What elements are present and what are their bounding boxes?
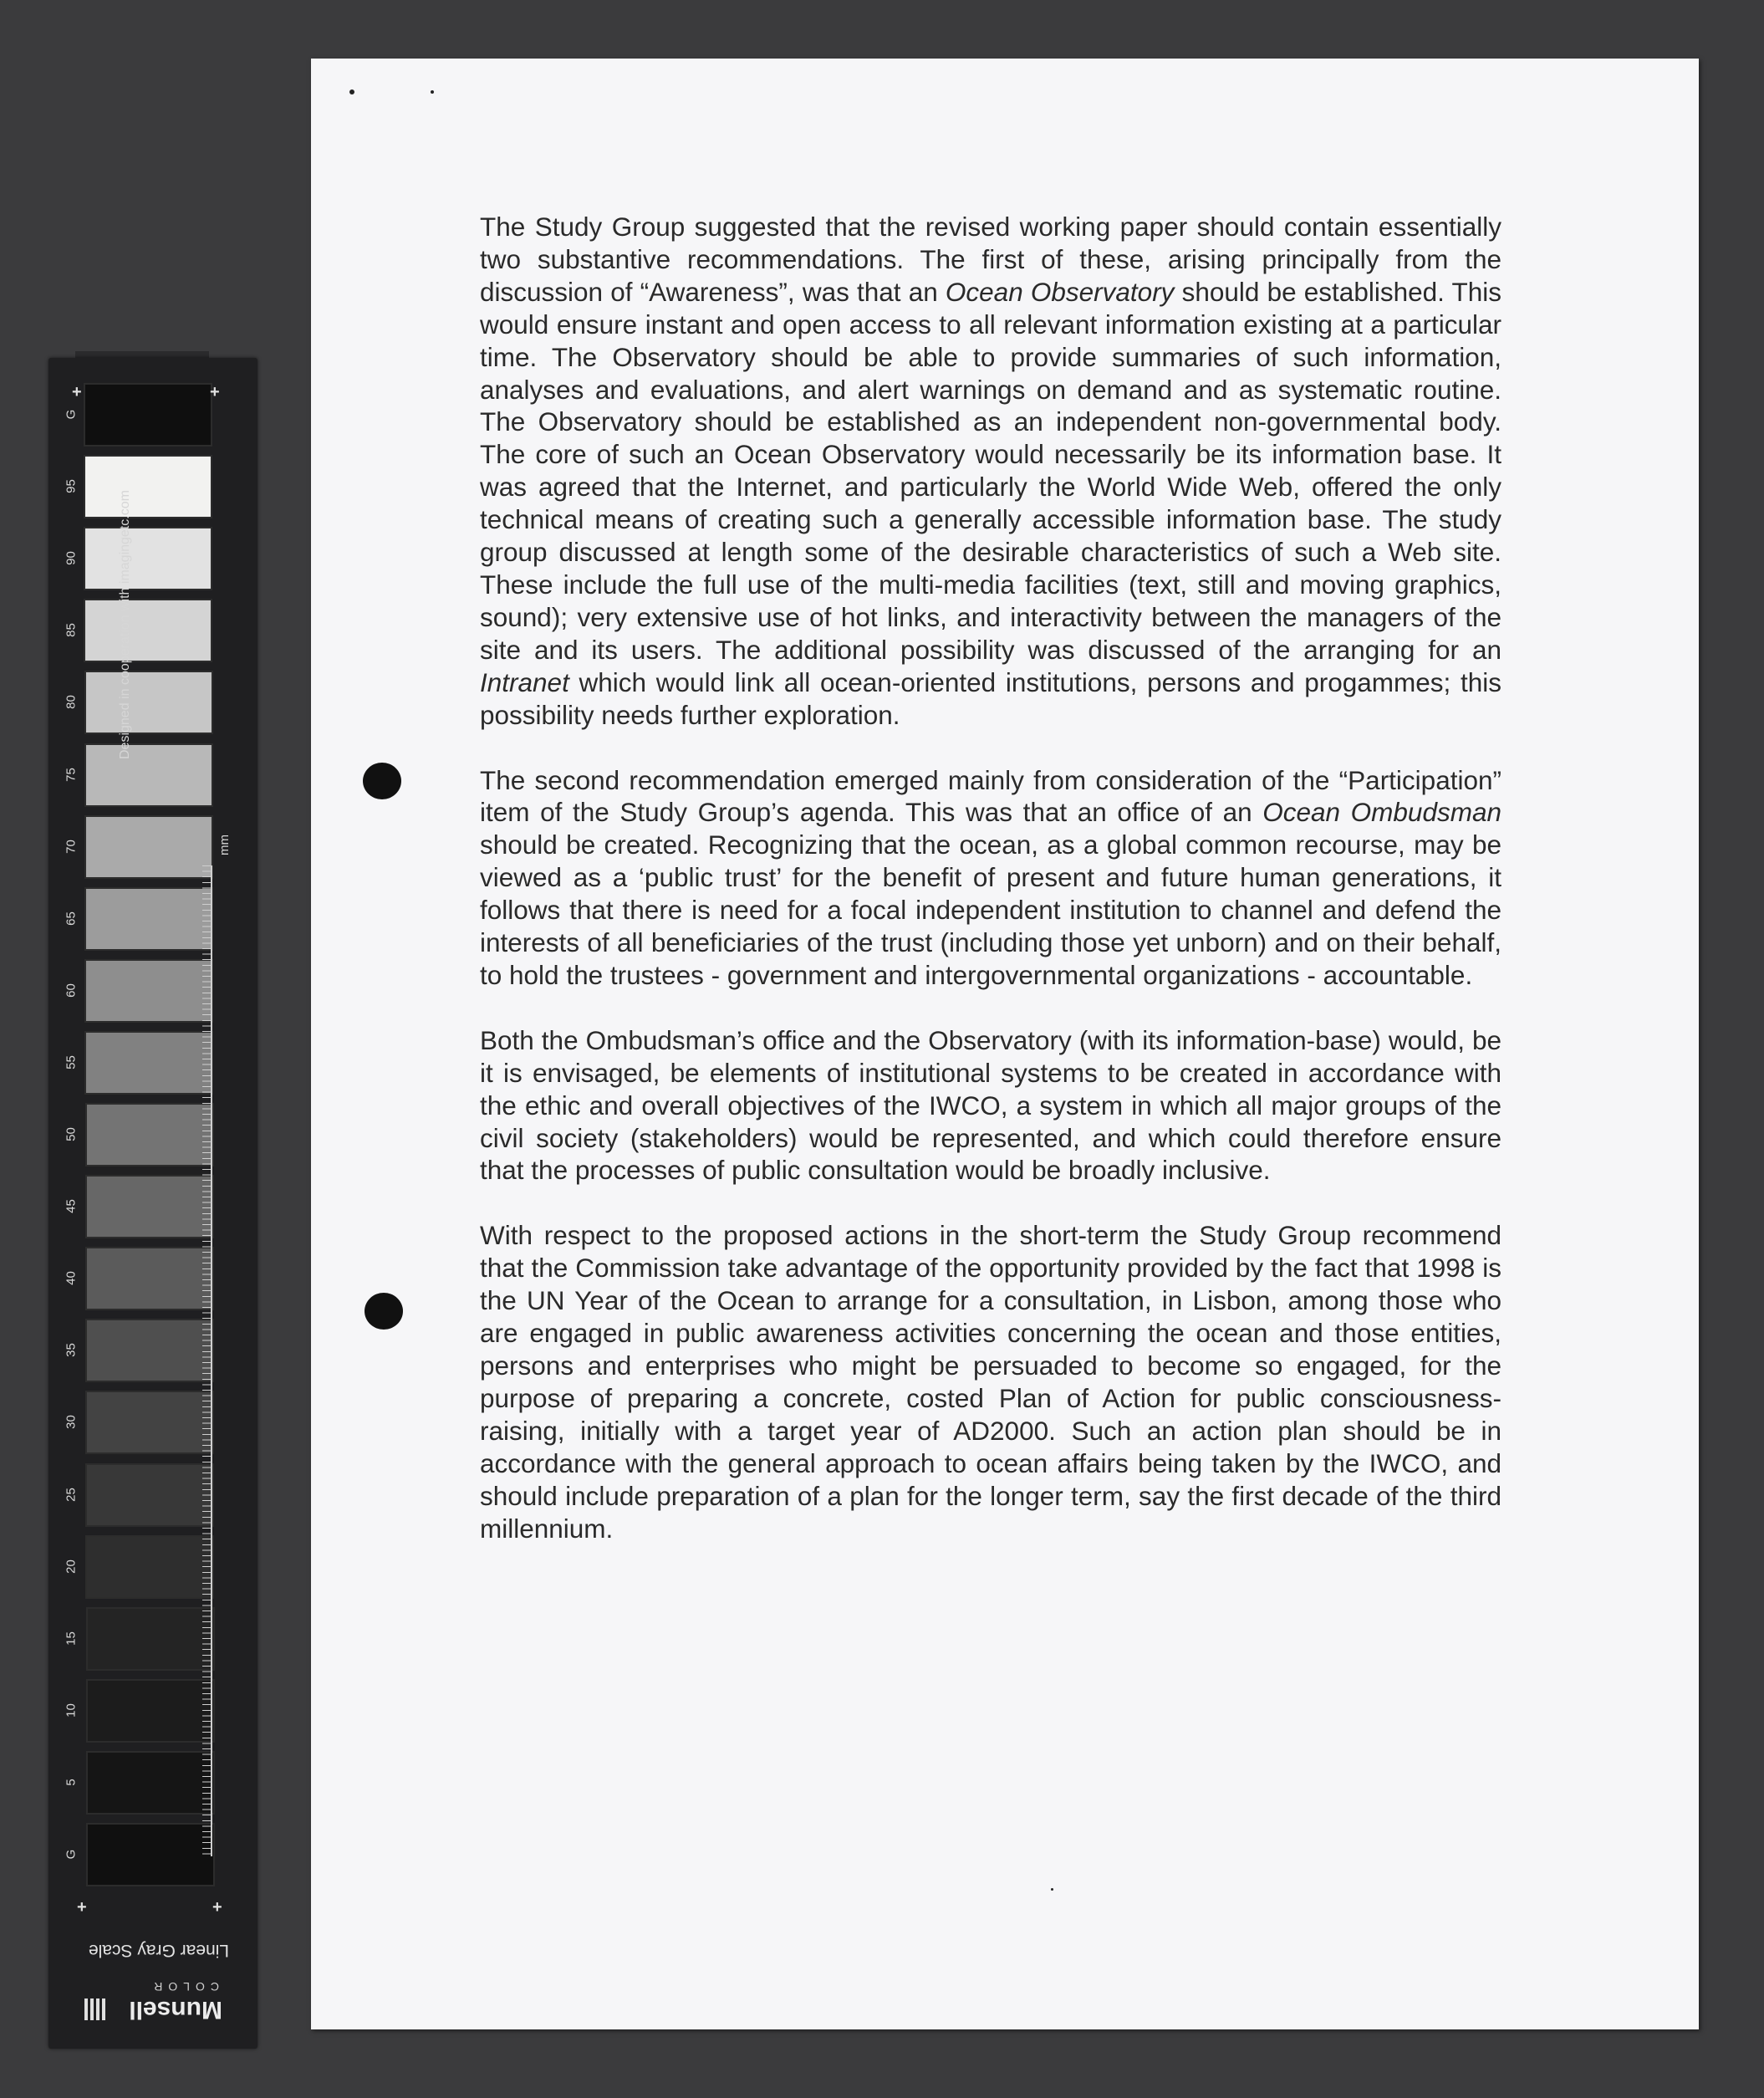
mm-ruler bbox=[189, 865, 212, 1856]
swatch-label: 50 bbox=[64, 1127, 79, 1141]
paragraph-ombudsman bbox=[480, 764, 1501, 992]
punch-hole bbox=[365, 1293, 403, 1330]
munsell-grid-icon bbox=[84, 1998, 105, 2020]
text-run: The Study Group suggested that the revised working paper should contain essentially two substantive recommendations. The first of these, arising principally from the discussion of “Awareness”, was that an bbox=[480, 212, 1501, 307]
paragraph-short-term: With respect to the proposed actions in the short-term the Study Group recommend that the Commission take advantage of the opportunity provided by the fact that 1998 is the UN Year of the Ocean to arrange for a consultation, in Lisbon, among those who are engaged in public awareness activities concerning the ocean and those entities, persons and enterprises who might be persuaded to become so engaged, for the purpose of preparing a concrete, costed Plan of Action for public consciousness-raising, initially with a target year of AD2000. Such an action plan should be in accordance with the general approach to ocean affairs being taken by the IWCO, and should include preparation of a plan for the longer term, say the first decade of the third millennium. bbox=[480, 1220, 1501, 1544]
swatch-label: G bbox=[64, 409, 79, 420]
gray-swatch bbox=[84, 383, 212, 447]
paragraph-institutional: Both the Ombudsman’s office and the Observatory (with its information-base) would, be it is envisaged, be elements of institutional systems to be created in accordance with the ethic and overall objectives of the IWCO, a system in which all major groups of the civil society (stakeholders) would be represented, and which could therefore ensure that the processes of public consultation would be broadly inclusive. bbox=[480, 1024, 1501, 1186]
text-run: should be established. This would ensure instant and open access to all relevant information existing at a particular time. The Observatory should be able to provide summaries of such information, analyses and evaluations, and alert warnings on demand and as systematic routine. The Observatory should be established as an independent non-governmental body. The core of such an Ocean Observatory would necessarily be its information base. It was agreed that the Internet, and particularly the World Wide Web, offered the only technical means of creating such a generally accessible information base. The study group discussed at length some of the desirable characteristics of such a Web site. These include the full use of the multi-media facilities (text, still and moving graphics, sound); very extensive use of hot links, and interactivity between the managers of the site and its users. The additional possibility was discussed of the arranging for an bbox=[480, 276, 1501, 665]
plus-mark: + bbox=[210, 383, 220, 401]
swatch-label: 90 bbox=[64, 551, 79, 566]
swatch-label: 10 bbox=[64, 1702, 79, 1718]
gray-swatch bbox=[84, 671, 213, 734]
swatch-label: 35 bbox=[64, 1343, 79, 1358]
swatch-label: 75 bbox=[64, 767, 79, 782]
ruler-line bbox=[211, 865, 212, 1856]
swatch-label: 30 bbox=[64, 1415, 79, 1430]
speck bbox=[1051, 1888, 1053, 1891]
swatch-label: 95 bbox=[64, 479, 79, 493]
swatch-label: G bbox=[64, 1849, 79, 1860]
swatch-label: 15 bbox=[64, 1631, 79, 1646]
swatch-label: 80 bbox=[64, 695, 79, 710]
gray-swatch bbox=[84, 743, 213, 807]
gray-swatch bbox=[84, 455, 212, 518]
swatch-label: 55 bbox=[64, 1055, 79, 1069]
document-body bbox=[480, 211, 1501, 1577]
swatch-label: 85 bbox=[64, 623, 79, 638]
gray-swatch bbox=[84, 599, 212, 662]
text-run: The second recommendation emerged mainly from consideration of the “Participation” item of the Study Group’s agenda. This was that an office of an bbox=[480, 764, 1501, 828]
card-title: Linear Gray Scale bbox=[88, 1941, 230, 1960]
plus-mark: + bbox=[77, 1898, 87, 1917]
italic-term: Ocean Ombudsman bbox=[1262, 797, 1501, 828]
logo-brand: Munsell bbox=[129, 1996, 222, 2024]
plus-mark: + bbox=[72, 383, 82, 401]
swatch-label: 65 bbox=[64, 911, 79, 926]
munsell-logo bbox=[80, 1973, 222, 2024]
gray-scale-card bbox=[48, 358, 257, 2049]
logo-sub: COLOR bbox=[148, 1980, 219, 1993]
paragraph-observatory bbox=[480, 211, 1501, 732]
speck bbox=[349, 89, 354, 94]
card-credit-text: Designed in cooperation with imagingetc.com bbox=[118, 490, 132, 759]
punch-hole bbox=[363, 763, 401, 799]
swatch-label: 25 bbox=[64, 1487, 79, 1502]
swatch-label: 45 bbox=[64, 1199, 79, 1213]
swatch-label: 70 bbox=[64, 839, 79, 854]
swatch-label: 60 bbox=[64, 983, 79, 998]
gray-swatch bbox=[84, 527, 212, 590]
plus-mark: + bbox=[212, 1898, 222, 1917]
text-run: which would link all ocean-oriented institutions, persons and progammes; this possibility needs further exploration. bbox=[480, 666, 1501, 730]
italic-term: Intranet bbox=[480, 666, 569, 697]
mm-label-text: mm bbox=[217, 835, 232, 855]
swatch-label: 20 bbox=[64, 1559, 79, 1574]
swatch-label: 5 bbox=[64, 1779, 79, 1786]
speck bbox=[431, 90, 434, 94]
swatch-label: 40 bbox=[64, 1271, 79, 1286]
text-run: should be created. Recognizing that the ocean, as a global common recourse, may be viewed as a ‘public trust’ for the benefit of present and future human generations, it follows that there is need for a focal independent institution to channel and defend the interests of all beneficiaries of the trust (including those yet unborn) and on their behalf, to hold the trustees - government and intergovernmental organizations - accountable. bbox=[480, 830, 1501, 990]
italic-term: Ocean Observatory bbox=[945, 276, 1175, 307]
